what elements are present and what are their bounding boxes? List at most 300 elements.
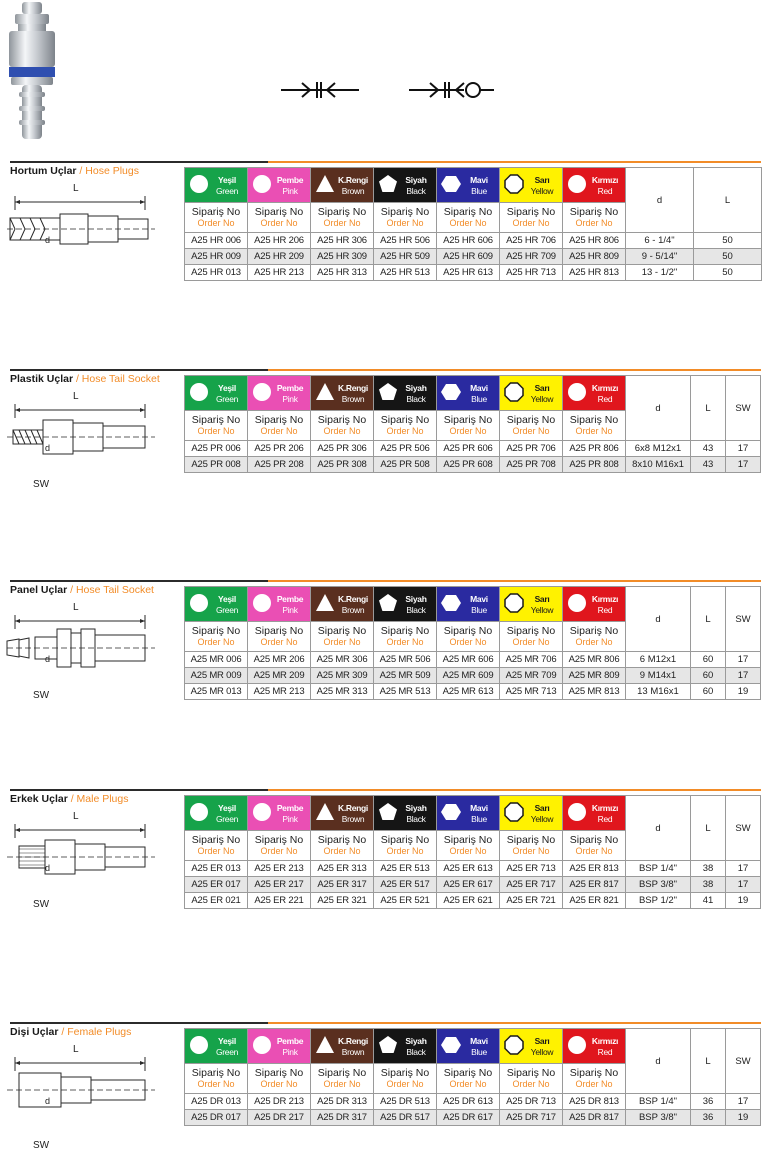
order-code-cell: A25 MR 813 xyxy=(563,684,626,700)
order-code-cell: A25 ER 021 xyxy=(185,893,248,909)
order-code-cell: A25 PR 306 xyxy=(311,441,374,457)
order-code-cell: A25 ER 613 xyxy=(437,861,500,877)
color-header xyxy=(374,168,437,203)
section-title xyxy=(10,373,160,385)
section-title xyxy=(10,584,154,596)
spec-value-cell: 13 - 1/2" xyxy=(626,265,694,281)
order-label-cell xyxy=(437,622,500,652)
order-code-cell: A25 ER 517 xyxy=(374,877,437,893)
color-header xyxy=(563,1029,626,1064)
order-code-cell: A25 HR 506 xyxy=(374,233,437,249)
color-name-tr: K.Rengi xyxy=(337,1036,368,1046)
color-name-tr: Siyah xyxy=(405,594,427,604)
color-name-en: Brown xyxy=(341,605,365,615)
color-name-en: Pink xyxy=(282,186,298,196)
order-label-tr: Sipariş No xyxy=(317,413,367,426)
order-label-en: Order No xyxy=(323,425,361,436)
order-label-en: Order No xyxy=(323,845,361,856)
spec-value-cell: 38 xyxy=(691,877,726,893)
order-label-cell xyxy=(437,411,500,441)
order-label-cell xyxy=(248,203,311,233)
order-code-cell: A25 ER 721 xyxy=(500,893,563,909)
color-name-en: Red xyxy=(597,605,613,615)
dim-label-L: L xyxy=(73,183,79,194)
order-label-tr: Sipariş No xyxy=(380,624,430,637)
dim-label-L: L xyxy=(73,811,79,822)
color-header xyxy=(563,168,626,203)
order-code-cell: A25 ER 817 xyxy=(563,877,626,893)
color-header xyxy=(311,168,374,203)
order-label-tr: Sipariş No xyxy=(254,624,304,637)
section-divider xyxy=(10,161,761,163)
order-code-cell: A25 HR 606 xyxy=(437,233,500,249)
color-name-tr: Yeşil xyxy=(218,594,236,604)
spec-value-cell: BSP 1/4" xyxy=(626,861,691,877)
order-label-cell xyxy=(311,203,374,233)
order-label-en: Order No xyxy=(575,845,613,856)
order-code-cell: A25 MR 009 xyxy=(185,668,248,684)
order-code-cell: A25 HR 313 xyxy=(311,265,374,281)
table-row xyxy=(185,877,761,893)
order-label-tr: Sipariş No xyxy=(191,833,241,846)
male-plug-drawing-icon xyxy=(5,811,175,921)
order-code-cell: A25 MR 706 xyxy=(500,652,563,668)
order-label-tr: Sipariş No xyxy=(191,624,241,637)
order-label-en: Order No xyxy=(197,217,235,228)
section-title-en: / Hose Tail Socket xyxy=(67,584,154,596)
order-label-tr: Sipariş No xyxy=(506,833,556,846)
color-header xyxy=(311,796,374,831)
spec-value-cell: 6x8 M12x1 xyxy=(626,441,691,457)
table-row xyxy=(185,893,761,909)
order-label-tr: Sipariş No xyxy=(191,413,241,426)
color-name-en: Yellow xyxy=(530,605,554,615)
color-header xyxy=(185,376,248,411)
order-code-cell: A25 ER 713 xyxy=(500,861,563,877)
table-row xyxy=(185,265,762,281)
order-code-cell: A25 MR 709 xyxy=(500,668,563,684)
order-label-en: Order No xyxy=(386,217,424,228)
order-label-cell xyxy=(500,411,563,441)
order-label-en: Order No xyxy=(512,1078,550,1089)
order-label-tr: Sipariş No xyxy=(254,205,304,218)
order-label-en: Order No xyxy=(323,636,361,647)
order-code-cell: A25 DR 613 xyxy=(437,1094,500,1110)
order-code-cell: A25 ER 321 xyxy=(311,893,374,909)
color-name-en: Yellow xyxy=(530,186,554,196)
color-name-en: Green xyxy=(215,394,239,404)
color-name-en: Blue xyxy=(471,814,487,824)
color-name-en: Yellow xyxy=(530,1047,554,1057)
color-name-tr: Siyah xyxy=(405,803,427,813)
order-code-cell: A25 HR 209 xyxy=(248,249,311,265)
spec-table xyxy=(184,1028,761,1126)
order-label-cell xyxy=(374,411,437,441)
order-label-tr: Sipariş No xyxy=(254,413,304,426)
order-label-cell xyxy=(311,831,374,861)
color-header xyxy=(248,587,311,622)
order-code-cell: A25 MR 313 xyxy=(311,684,374,700)
order-code-cell: A25 PR 206 xyxy=(248,441,311,457)
order-label-en: Order No xyxy=(197,845,235,856)
spec-value-cell: 36 xyxy=(691,1110,726,1126)
order-label-tr: Sipariş No xyxy=(506,413,556,426)
spec-value-cell: 17 xyxy=(726,877,761,893)
table-row xyxy=(185,249,762,265)
order-code-cell: A25 ER 017 xyxy=(185,877,248,893)
order-label-en: Order No xyxy=(575,636,613,647)
color-name-en: Yellow xyxy=(530,394,554,404)
order-code-cell: A25 MR 809 xyxy=(563,668,626,684)
order-code-cell: A25 ER 213 xyxy=(248,861,311,877)
section-title xyxy=(10,1026,131,1038)
order-code-cell: A25 ER 513 xyxy=(374,861,437,877)
table-row xyxy=(185,1094,761,1110)
color-name-tr: Kırmızı xyxy=(591,594,619,604)
dim-label-d: d xyxy=(45,235,51,245)
order-code-cell: A25 MR 806 xyxy=(563,652,626,668)
order-label-tr: Sipariş No xyxy=(506,1066,556,1079)
color-name-en: Black xyxy=(406,186,426,196)
order-code-cell: A25 MR 513 xyxy=(374,684,437,700)
order-label-cell xyxy=(500,1064,563,1094)
order-label-tr: Sipariş No xyxy=(191,205,241,218)
color-name-en: Pink xyxy=(282,1047,298,1057)
spec-value-cell: 50 xyxy=(694,249,762,265)
dim-label-SW: SW xyxy=(33,690,50,701)
spec-value-cell: BSP 3/8" xyxy=(626,877,691,893)
order-label-cell xyxy=(500,831,563,861)
order-code-cell: A25 HR 213 xyxy=(248,265,311,281)
section-title-tr: Dişi Uçlar xyxy=(10,1026,59,1038)
color-name-tr: Sarı xyxy=(534,1036,550,1046)
order-code-cell: A25 ER 617 xyxy=(437,877,500,893)
color-name-tr: Kırmızı xyxy=(591,383,619,393)
color-header-row xyxy=(185,1029,761,1064)
order-code-cell: A25 HR 806 xyxy=(563,233,626,249)
order-label-tr: Sipariş No xyxy=(443,205,493,218)
order-label-en: Order No xyxy=(449,845,487,856)
spec-value-cell: 43 xyxy=(691,457,726,473)
color-header xyxy=(500,587,563,622)
order-code-cell: A25 PR 008 xyxy=(185,457,248,473)
color-name-en: Brown xyxy=(341,186,365,196)
order-label-en: Order No xyxy=(449,1078,487,1089)
order-code-cell: A25 MR 309 xyxy=(311,668,374,684)
section-title-tr: Panel Uçlar xyxy=(10,584,68,596)
order-label-en: Order No xyxy=(386,1078,424,1089)
color-header xyxy=(563,587,626,622)
order-code-cell: A25 HR 509 xyxy=(374,249,437,265)
order-code-cell: A25 DR 713 xyxy=(500,1094,563,1110)
color-header-row xyxy=(185,587,761,622)
order-label-en: Order No xyxy=(575,1078,613,1089)
color-header xyxy=(563,376,626,411)
color-header xyxy=(563,796,626,831)
color-name-tr: Siyah xyxy=(405,1036,427,1046)
order-code-cell: A25 PR 606 xyxy=(437,441,500,457)
spec-value-cell: 17 xyxy=(726,441,761,457)
spec-value-cell: 38 xyxy=(691,861,726,877)
order-label-tr: Sipariş No xyxy=(317,1066,367,1079)
color-name-tr: Sarı xyxy=(534,175,550,185)
female-plug-drawing-icon xyxy=(5,1044,175,1154)
color-name-en: Green xyxy=(215,814,239,824)
color-name-en: Red xyxy=(597,186,613,196)
order-code-cell: A25 PR 706 xyxy=(500,441,563,457)
order-code-cell: A25 MR 509 xyxy=(374,668,437,684)
order-label-cell xyxy=(374,622,437,652)
order-code-cell: A25 ER 813 xyxy=(563,861,626,877)
section-divider xyxy=(10,369,761,371)
spec-value-cell: 8x10 M16x1 xyxy=(626,457,691,473)
section-title-tr: Erkek Uçlar xyxy=(10,793,68,805)
order-label-en: Order No xyxy=(260,636,298,647)
color-name-tr: Sarı xyxy=(534,803,550,813)
order-label-cell xyxy=(185,622,248,652)
color-name-tr: K.Rengi xyxy=(337,594,368,604)
order-code-cell: A25 MR 306 xyxy=(311,652,374,668)
spec-value-cell: BSP 3/8" xyxy=(626,1110,691,1126)
color-header xyxy=(248,796,311,831)
color-name-en: Brown xyxy=(341,1047,365,1057)
spec-value-cell: 6 M12x1 xyxy=(626,652,691,668)
color-name-tr: K.Rengi xyxy=(337,175,368,185)
color-name-tr: Kırmızı xyxy=(591,1036,619,1046)
spec-table xyxy=(184,586,761,700)
order-label-tr: Sipariş No xyxy=(317,205,367,218)
order-label-cell xyxy=(248,622,311,652)
order-label-tr: Sipariş No xyxy=(254,1066,304,1079)
order-code-cell: A25 HR 813 xyxy=(563,265,626,281)
order-code-cell: A25 HR 613 xyxy=(437,265,500,281)
spec-column-header: L xyxy=(694,168,762,233)
order-label-cell xyxy=(437,831,500,861)
table-row xyxy=(185,457,761,473)
order-code-cell: A25 ER 317 xyxy=(311,877,374,893)
spec-column-header: SW xyxy=(726,587,761,652)
order-code-cell: A25 PR 608 xyxy=(437,457,500,473)
order-code-cell: A25 ER 217 xyxy=(248,877,311,893)
order-label-cell xyxy=(374,831,437,861)
spec-value-cell: 41 xyxy=(691,893,726,909)
order-code-cell: A25 PR 508 xyxy=(374,457,437,473)
spec-value-cell: BSP 1/2" xyxy=(626,893,691,909)
spec-value-cell: 17 xyxy=(726,652,761,668)
color-header xyxy=(500,168,563,203)
order-code-cell: A25 ER 313 xyxy=(311,861,374,877)
color-header xyxy=(437,796,500,831)
order-label-en: Order No xyxy=(386,636,424,647)
table-row xyxy=(185,441,761,457)
color-name-en: Black xyxy=(406,814,426,824)
order-code-cell: A25 MR 013 xyxy=(185,684,248,700)
order-code-cell: A25 MR 209 xyxy=(248,668,311,684)
order-label-tr: Sipariş No xyxy=(569,833,619,846)
order-label-en: Order No xyxy=(512,217,550,228)
dim-label-d: d xyxy=(45,1096,51,1106)
order-label-tr: Sipariş No xyxy=(443,413,493,426)
order-label-en: Order No xyxy=(197,425,235,436)
spec-value-cell: 9 - 5/14" xyxy=(626,249,694,265)
color-header xyxy=(185,1029,248,1064)
color-header xyxy=(437,168,500,203)
table-row xyxy=(185,1110,761,1126)
order-code-cell: A25 PR 506 xyxy=(374,441,437,457)
order-label-tr: Sipariş No xyxy=(443,624,493,637)
order-code-cell: A25 MR 613 xyxy=(437,684,500,700)
color-header xyxy=(311,1029,374,1064)
color-name-tr: Mavi xyxy=(470,383,488,393)
order-code-cell: A25 DR 513 xyxy=(374,1094,437,1110)
order-code-cell: A25 PR 006 xyxy=(185,441,248,457)
color-name-en: Green xyxy=(215,1047,239,1057)
spec-column-header: d xyxy=(626,587,691,652)
order-code-cell: A25 PR 708 xyxy=(500,457,563,473)
spec-value-cell: 6 - 1/4" xyxy=(626,233,694,249)
order-code-cell: A25 HR 706 xyxy=(500,233,563,249)
section-divider xyxy=(10,789,761,791)
order-label-cell xyxy=(563,1064,626,1094)
color-name-tr: Pembe xyxy=(276,803,304,813)
order-label-tr: Sipariş No xyxy=(254,833,304,846)
order-code-cell: A25 DR 817 xyxy=(563,1110,626,1126)
order-code-cell: A25 HR 013 xyxy=(185,265,248,281)
color-header xyxy=(311,587,374,622)
color-header xyxy=(374,587,437,622)
color-name-tr: Yeşil xyxy=(218,175,236,185)
color-name-en: Red xyxy=(597,814,613,824)
color-name-tr: Pembe xyxy=(276,1036,304,1046)
panel-plug-drawing-icon xyxy=(5,602,175,712)
order-code-cell: A25 ER 821 xyxy=(563,893,626,909)
order-code-cell: A25 DR 213 xyxy=(248,1094,311,1110)
order-code-cell: A25 ER 621 xyxy=(437,893,500,909)
dim-label-SW: SW xyxy=(33,899,50,910)
spec-column-header: SW xyxy=(726,1029,761,1094)
color-name-en: Black xyxy=(406,1047,426,1057)
order-code-cell: A25 HR 006 xyxy=(185,233,248,249)
color-header xyxy=(248,1029,311,1064)
color-header xyxy=(185,796,248,831)
order-label-en: Order No xyxy=(386,425,424,436)
flow-symbol-plug-icon xyxy=(280,78,360,102)
spec-column-header: d xyxy=(626,168,694,233)
order-label-en: Order No xyxy=(260,845,298,856)
order-label-cell xyxy=(185,1064,248,1094)
order-label-tr: Sipariş No xyxy=(569,624,619,637)
color-header xyxy=(500,1029,563,1064)
spec-column-header: d xyxy=(626,1029,691,1094)
order-label-tr: Sipariş No xyxy=(380,205,430,218)
color-name-tr: Mavi xyxy=(470,1036,488,1046)
order-code-cell: A25 DR 717 xyxy=(500,1110,563,1126)
order-label-en: Order No xyxy=(575,425,613,436)
dim-label-L: L xyxy=(73,391,79,402)
order-label-en: Order No xyxy=(512,636,550,647)
order-code-cell: A25 PR 806 xyxy=(563,441,626,457)
dim-label-L: L xyxy=(73,602,79,613)
color-name-en: Blue xyxy=(471,1047,487,1057)
order-code-cell: A25 ER 521 xyxy=(374,893,437,909)
color-name-tr: Yeşil xyxy=(218,383,236,393)
section-title-en: / Hose Plugs xyxy=(76,165,139,177)
order-code-cell: A25 DR 813 xyxy=(563,1094,626,1110)
spec-column-header: d xyxy=(626,376,691,441)
color-header xyxy=(248,376,311,411)
order-label-cell xyxy=(563,831,626,861)
color-name-tr: K.Rengi xyxy=(337,803,368,813)
order-code-cell: A25 MR 213 xyxy=(248,684,311,700)
color-name-en: Black xyxy=(406,605,426,615)
spec-value-cell: 9 M14x1 xyxy=(626,668,691,684)
order-label-en: Order No xyxy=(323,217,361,228)
order-code-cell: A25 HR 309 xyxy=(311,249,374,265)
order-code-cell: A25 HR 513 xyxy=(374,265,437,281)
order-label-tr: Sipariş No xyxy=(191,1066,241,1079)
section-title-en: / Hose Tail Socket xyxy=(73,373,160,385)
flow-symbol-plug-with-valve-icon xyxy=(408,78,496,102)
order-label-tr: Sipariş No xyxy=(569,205,619,218)
color-header xyxy=(437,376,500,411)
order-label-en: Order No xyxy=(323,1078,361,1089)
spec-value-cell: 17 xyxy=(726,668,761,684)
table-row xyxy=(185,652,761,668)
order-code-cell: A25 HR 809 xyxy=(563,249,626,265)
spec-column-header: SW xyxy=(726,796,761,861)
color-name-tr: Yeşil xyxy=(218,1036,236,1046)
spec-column-header: SW xyxy=(726,376,761,441)
spec-column-header: L xyxy=(691,796,726,861)
spec-column-header: L xyxy=(691,587,726,652)
order-label-cell xyxy=(185,411,248,441)
order-code-cell: A25 DR 017 xyxy=(185,1110,248,1126)
dim-label-SW: SW xyxy=(33,479,50,490)
color-header xyxy=(500,796,563,831)
order-code-cell: A25 ER 221 xyxy=(248,893,311,909)
order-code-cell: A25 PR 808 xyxy=(563,457,626,473)
order-label-tr: Sipariş No xyxy=(506,624,556,637)
order-code-cell: A25 DR 217 xyxy=(248,1110,311,1126)
spec-value-cell: 17 xyxy=(726,861,761,877)
spec-value-cell: 60 xyxy=(691,668,726,684)
order-label-tr: Sipariş No xyxy=(443,1066,493,1079)
order-code-cell: A25 HR 709 xyxy=(500,249,563,265)
order-label-en: Order No xyxy=(260,1078,298,1089)
color-name-tr: Siyah xyxy=(405,175,427,185)
order-label-en: Order No xyxy=(449,217,487,228)
order-label-cell xyxy=(311,622,374,652)
spec-column-header: L xyxy=(691,376,726,441)
order-label-en: Order No xyxy=(512,845,550,856)
color-name-en: Black xyxy=(406,394,426,404)
order-label-cell xyxy=(311,1064,374,1094)
order-code-cell: A25 MR 506 xyxy=(374,652,437,668)
color-name-tr: Sarı xyxy=(534,383,550,393)
color-name-tr: Pembe xyxy=(276,383,304,393)
order-code-cell: A25 MR 206 xyxy=(248,652,311,668)
spec-value-cell: 19 xyxy=(726,684,761,700)
order-label-tr: Sipariş No xyxy=(380,413,430,426)
color-header-row xyxy=(185,168,762,203)
color-name-en: Yellow xyxy=(530,814,554,824)
order-label-cell xyxy=(563,411,626,441)
spec-value-cell: 50 xyxy=(694,265,762,281)
order-code-cell: A25 DR 617 xyxy=(437,1110,500,1126)
dim-label-SW: SW xyxy=(33,1140,50,1151)
spec-value-cell: 17 xyxy=(726,1094,761,1110)
order-label-cell xyxy=(311,411,374,441)
